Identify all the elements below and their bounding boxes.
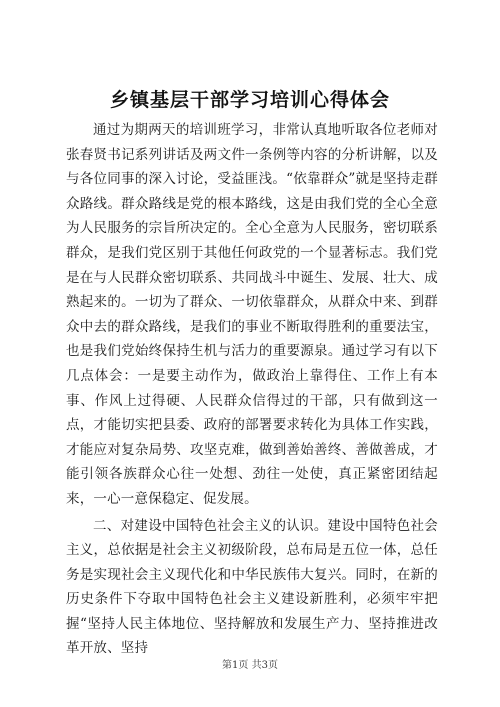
paragraph-1: 通过为期两天的培训班学习，非常认真地听取各位老师对张春贤书记系列讲话及两文件一条例等内容的分析讲解，以及与各位同事的深入讨论，受益匪浅。“依靠群众”就是坚持走群众路线。群众路线是党的根本路线，这是由我们党的全心全意为人民服务的宗旨所决定的。全心全意为人民服务，密切联系群众，是我们党区别于其他任何政党的一个显著标志。我们党是在与人民群众密切联系、共同战斗中诞生、发展、壮大、成熟起来的。一切为了群众、一切依靠群众，从群众中来、到群众中去的群众路线，是我们的事业不断取得胜利的重要法宝，也是我们党始终保持生机与活力的重要源泉。通过学习有以下几点体会：一是要主动作为，做政治上靠得住、工作上有本事、作风上过得硬、人民群众信得过的干部，只有做到这一点，才能切实把县委、政府的部署要求转化为具体工作实践，才能应对复杂局势、攻坚克难，做到善始善终、善做善成，才能引领各族群众心往一处想、劲往一处使，真正紧密团结起来，一心一意保稳定、促发展。 [66, 122, 438, 507]
document-body [66, 118, 438, 661]
paragraph-2: 二、对建设中国特色社会主义的认识。建设中国特色社会主义，总依据是社会主义初级阶段，总布局是五位一体，总任务是实现社会主义现代化和中华民族伟大复兴。同时，在新的历史条件下夺取中国特色社会主义建设新胜利，必须牢牢把握“坚持人民主体地位、坚持解放和发展生产力、坚持推进改革开放、坚持 [66, 517, 438, 657]
page-footer: 第1页 共3页 [222, 660, 278, 671]
document-title: 乡镇基层干部学习培训心得体会 [109, 89, 390, 111]
